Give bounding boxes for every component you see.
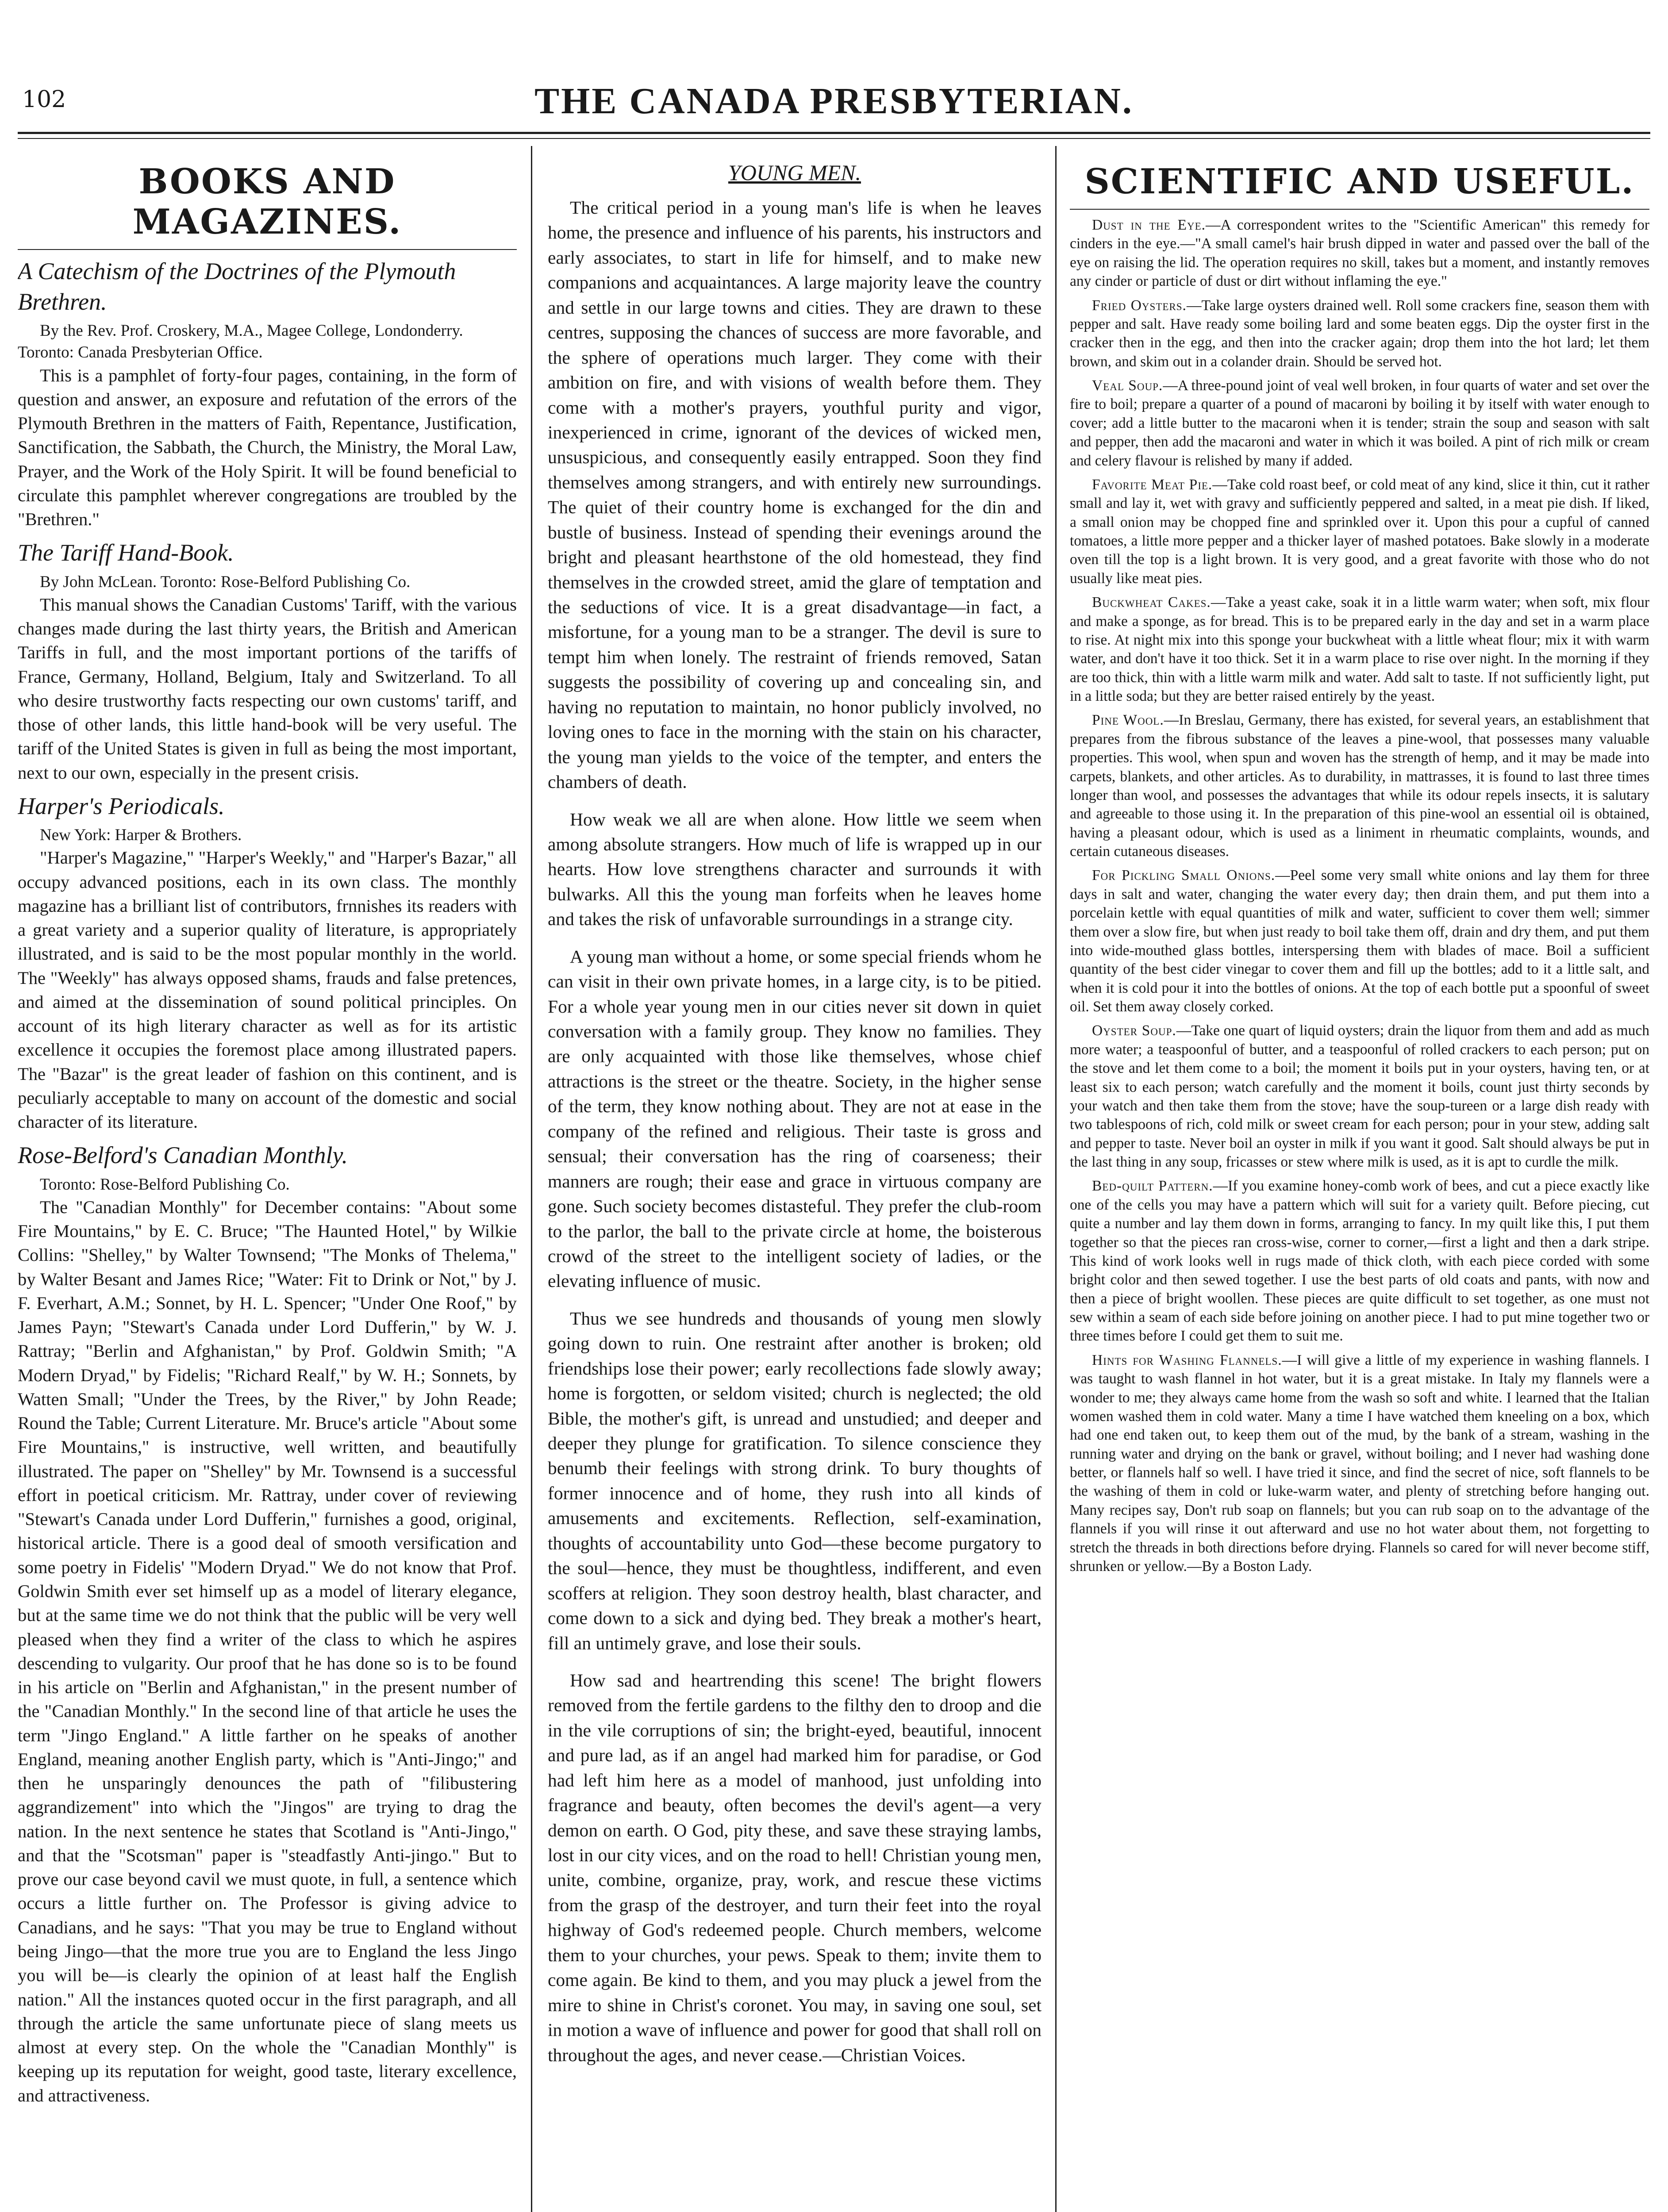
recipe-text: —Peel some very small white onions and lay them for three days in salt and water, changing the water every day; then drain them, and put them into a porcelain kettle with equal quantities of milk and water, sufficient to cover them well; simmer them over a slow fire, but when just ready to boil take them off, drain and dry them, and put them into wide-mouthed glass bottles, interspersing them with blades of mace. Boil a sufficient quantity of the best cider vinegar to cover them and fill up the bottles; add to it a little salt, and when it is cold pour it into the bottles of onions. At the top of each bottle put a spoonful of sweet oil. Set them away closely corked. — [1070, 867, 1649, 1015]
books-and-magazines-column — [18, 157, 517, 2212]
recipe-item — [1070, 1351, 1649, 1576]
recipe-item — [1070, 476, 1649, 588]
recipe-text: —A three-pound joint of veal well broken, in four quarts of water and set over the fire to boil; prepare a quarter of a pound of macaroni by boiling it by itself with water enough to cover; add a little butter to the macaroni when it is tender; strain the soup and season with salt and pepper, then add the macaroni and water in which it was boiled. A pint of rich milk or cream and celery flavour is relished by many if added. — [1070, 377, 1649, 469]
section-rule — [18, 249, 517, 250]
recipe-heading: Pine Wool. — [1092, 712, 1164, 729]
article-paragraph: How sad and heartrending this scene! The bright flowers removed from the fertile gardens to the filthy den to droop and die in the vile corruptions of sin; the bright-eyed, beautiful, innocent and pure lad, as if an angel had marked him for paradise, or God had left him here as a model of manhood, just unfolding into fragrance and beauty, often becomes the devil's agent—a very demon on earth. O God, pity these, and save these straying lambs, lost in our city vices, and on the road to hell! Christian young men, unite, combine, organize, pray, work, and rescue these victims from the grasp of the destroyer, and turn their feet into the royal highway of God's redeemed people. Church members, welcome them to your churches, your pews. Speak to them; invite them to come again. Be kind to them, and you may pluck a jewel from the mire to shine in Christ's coronet. You may, in saving one soul, set in motion a wave of influence and power for good that shall roll on throughout the ages, and never cease.—Christian Voices. — [548, 1670, 1042, 2065]
review-byline: Toronto: Rose-Belford Publishing Co. — [40, 1175, 290, 1194]
recipe-heading: Dust in the Eye. — [1092, 217, 1206, 233]
recipe-item — [1070, 216, 1649, 291]
review-text: The "Canadian Monthly" for December contains: "About some Fire Mountains," by E. C. Bruce; "The Haunted Hotel," by Wilkie Collins: "Shelley," by Walter Townsend; "The Monks of Thelema," by Walter Besant and James Rice; "Water: Fit to Drink or Not," by J. F. Everhart, A.M.; Sonnet, by H. L. Spencer; "Under One Roof," by James Payn; "Stewart's Canada under Lord Dufferin," by W. J. Rattray; "Berlin and Afghanistan," by Prof. Goldwin Smith; "A Modern Dryad," by Fidelis; "Richard Realf," by W. H.; Sonnets, by Watten Small; "Under the Trees, by the River," by John Reade; Round the Table; Current Literature. Mr. Bruce's article "About some Fire Mountains," is instructive, well written, and beautifully illustrated. The paper on "Shelley" by Mr. Townsend is a successful effort in poetical criticism. Mr. Rattray, under cover of reviewing "Stewart's Canada under Lord Dufferin," furnishes a good, original, historical article. There is a good deal of smooth versification and some poetry in Fidelis' "Modern Dryad." We do not know that Prof. Goldwin Smith ever set himself up as a model of literary elegance, but at the same time we do not think that the public will be very well pleased when they find a writer of the class to which he aspires descending to vulgarity. Our proof that he has done so is to be found in his article on "Berlin and Afghanistan," in the present number of the "Canadian Monthly." In the second line of that article he uses the term "Jingo England." A little farther on he speaks of another England, meaning another English party, which is "Anti-Jingo;" and then he unsparingly denounces the path of "filibustering aggrandizement" into which the "Jingos" are trying to drag the nation. In the next sentence he states that Scotland is "Anti-Jingo," and that the "Scotsman" paper is "steadfastly Anti-jingo." But to prove our case beyond cavil we must quote, in full, a sentence which occurs a little further on. The Professor is giving advice to Canadians, and he says: "That you may be true to England without being Jingo—that the more true you are to England the less Jingo you will be—is clearly the opinion of at least half the English nation." All the instances quoted occur in the first paragraph, and all through the article the same unfortunate piece of slang meets us almost at every step. On the whole the "Canadian Monthly" is keeping up its reputation for weight, good taste, literary excellence, and attractiveness. — [18, 1197, 517, 2105]
article-paragraph: The critical period in a young man's life is when he leaves home, the presence and influence of his parents, his instructors and early associates, to start in life for himself, and to make new companions and acquaintances. A large majority leave the country and settle in our large towns and cities. They are drawn to these centres, supposing the chances of success are more favorable, and the sphere of operations much larger. They come with their ambition on fire, and with visions of wealth before them. They come with a mother's prayers, youthful purity and vigor, inexperienced in crime, ignorant of the devices of wicked men, unsuspicious, and consequently easily entrapped. Soon they find themselves among strangers, and with entirely new surroundings. The quiet of their country home is exchanged for the din and bustle of business. Instead of spending their evenings around the bright and pleasant hearthstone of the old homestead, they find themselves in the crowded street, amid the glare of temptation and the seductions of vice. It is a great disadvantage—in fact, a misfortune, for a young man to be a stranger. The devil is sure to tempt him when lonely. The restraint of friends removed, Satan suggests the possibility of covering up and concealing sin, and having no reputation to maintain, no honor publicly involved, no loving ones to face in the morning with the stain on his character, the young man yields to the voice of the tempter, and enters the chambers of death. — [548, 197, 1042, 792]
recipe-item — [1070, 593, 1649, 706]
recipe-item — [1070, 866, 1649, 1016]
section-rule — [1070, 209, 1649, 210]
section-heading: BOOKS AND MAGAZINES. — [132, 161, 402, 242]
recipe-text: —Take large oysters drained well. Roll some crackers fine, season them with pepper and salt. Have ready some boiling lard and some beaten eggs. Dip the oyster first in the cracker then in the egg, and then into the cracker again; drop them into the hot lard; let them brown, and skim out in a colander drain. Should be served hot. — [1070, 297, 1649, 370]
masthead-rule-thin — [18, 138, 1650, 139]
recipe-item — [1070, 296, 1649, 372]
review-text: "Harper's Magazine," "Harper's Weekly," and "Harper's Bazar," all occupy advanced positions, each in its own class. The monthly magazine has a brilliant list of contributors, frnnishes its readers with a great variety and a superior quality of literature, is appropriately illustrated, and is said to be the most popular monthly in the world. The "Weekly" has always opposed shams, frauds and false pretences, and aimed at the dissemination of sound political principles. On account of its high literary character as well as for its artistic excellence it occupies the foremost place among illustrated papers. The "Bazar" is the great leader of fashion on this continent, and is peculiarly acceptable to many on account of the domestic and social character of its literature. — [18, 848, 517, 1132]
page-number: 102 — [22, 86, 66, 113]
review-byline: By John McLean. Toronto: Rose-Belford Publishing Co. — [40, 572, 411, 591]
recipe-heading: Bed-quilt Pattern. — [1092, 1178, 1213, 1194]
article-paragraph: Thus we see hundreds and thousands of young men slowly going down to ruin. One restraint after another is broken; old friendships lose their power; early recollections fade slowly away; home is forgotten, or seldom visited; church is neglected; the old Bible, the mother's gift, is unread and unstudied; and deeper and deeper they plunge for gratification. To silence conscience they benumb their feelings with strong drink. To bury thoughts of former innocence and of home, they rush into all kinds of amusements and excitements. Reflection, self-examination, thoughts of accountability unto God—these become purgatory to the soul—hence, they must be thoughtless, indifferent, and even scoffers at religion. They soon destroy health, blast character, and come down to a sick and dying bed. They break a mother's heart, fill an untimely grave, and lose their souls. — [548, 1308, 1042, 1653]
review-text: This manual shows the Canadian Customs' Tariff, with the various changes made during the last thirty years, the British and American Tariffs in full, and the most important portions of the tariffs of France, Germany, Holland, Belgium, Italy and Switzerland. To all who desire trustworthy facts respecting our own customs' tariff, and those of other lands, this little hand-book will be very useful. The tariff of the United States is given in full as being the most important, next to our own, especially in the present crisis. — [18, 594, 517, 783]
recipe-text: —If you examine honey-comb work of bees, and cut a piece exactly like one of the cells you may have a pattern which will suit for a variety quilt. Before piecing, cut quite a number and lay them down in forms, arranging to fancy. In my quilt like this, I put them together so that the pieces ran cross-wise, corner to corner,—first a light and then a dark stripe. This kind of work looks well in rugs made of thick cloth, with each piece corded with some bright color and then sewed together. I use the best parts of old coats and pants, with now and then a piece of bright woollen. These pieces are quite difficult to set together, as one must not sew within a seam of each side before joining on another piece. I had to put mine together two or three times before I could get them to suit me. — [1070, 1178, 1649, 1344]
recipe-item — [1070, 711, 1649, 861]
recipe-heading: Fried Oysters. — [1092, 297, 1187, 314]
review-text: This is a pamphlet of forty-four pages, containing, in the form of question and answer, an exposure and refutation of the errors of the Plymouth Brethren in the matters of Faith, Repentance, Justification, Sanctification, the Sabbath, the Church, the Ministry, the Moral Law, Prayer, and the Work of the Holy Spirit. It will be found beneficial to circulate this pamphlet wherever congregations are troubled by the "Brethren." — [18, 365, 517, 530]
review-title: A Catechism of the Doctrines of the Plymouth Brethren. — [18, 258, 456, 315]
article-title: YOUNG MEN. — [728, 160, 861, 185]
young-men-column — [548, 157, 1042, 2212]
article-paragraph: A young man without a home, or some special friends whom he can visit in their own private homes, in a large city, is to be pitied. For a whole year young men in our cities never sit down in quiet conversation with a family group. They know no families. They are only acquainted with those like themselves, whose chief attractions is the street or the theatre. Society, in the higher sense of the term, they know nothing about. They are not at ease in the company of the refined and religious. Their taste is gross and sensual; their conversation has the ring of coarseness; their manners are rough; their ease and grace in virtuous company are gone. Such society becomes distasteful. They prefer the club-room to the parlor, the ball to the private circle at home, the boisterous crowd of the street to the intelligent society of ladies, or the elevating influence of music. — [548, 946, 1042, 1291]
review-byline: By the Rev. Prof. Croskery, M.A., Magee College, Londonderry. Toronto: Canada Presbyterian Office. — [18, 322, 463, 362]
section-heading: SCIENTIFIC AND USEFUL. — [1084, 161, 1635, 202]
review-title: The Tariff Hand-Book. — [18, 539, 234, 566]
review-title: Harper's Periodicals. — [18, 792, 225, 819]
review-byline: New York: Harper & Brothers. — [40, 826, 242, 845]
review-title: Rose-Belford's Canadian Monthly. — [18, 1142, 348, 1169]
article-paragraph: How weak we all are when alone. How little we seem when among absolute strangers. How much of life is wrapped up in our hearts. How love strengthens character and surrounds it with bulwarks. All this the young man forfeits when he leaves home and takes the risk of unfavorable surroundings in a strange city. — [548, 809, 1042, 929]
column-divider — [1055, 146, 1057, 2212]
recipe-heading: Buckwheat Cakes. — [1092, 594, 1211, 611]
recipe-text: —In Breslau, Germany, there has existed, for several years, an establishment that prepares from the fibrous substance of the leaves a pine-wool, that possesses many valuable properties. This wool, when spun and woven has the strength of hemp, and it may be made into carpets, blankets, and other articles. As to durability, in mattrasses, it is found to last three times longer than wool, and possesses the advantages that while its odour repels insects, it is salutary and agreeable to those using it. In the preparation of this pine-wool an essential oil is obtained, having a pleasant odour, which is used as a liniment in rheumatic complaints, wounds, and certain cutaneous diseases. — [1070, 712, 1649, 860]
recipe-heading: Oyster Soup. — [1092, 1022, 1176, 1039]
recipe-item — [1070, 376, 1649, 470]
recipe-heading: For Pickling Small Onions. — [1092, 867, 1276, 884]
masthead-rule-thick — [18, 132, 1650, 134]
recipe-heading: Hints for Washing Flannels. — [1092, 1352, 1282, 1368]
recipe-text: —Take a yeast cake, soak it in a little warm water; when soft, mix flour and make a sponge, as for bread. This is to be prepared early in the day and set in a warm place to rise. At night mix into this sponge your buckwheat with a little wheat flour; mix it with warm water, and don't have it too thick. Set it in a warm place to rise over night. In the morning if they are too thick, thin with a little warm milk and water. Add salt to taste. If not sufficiently light, put in a little soda; but they are better raised entirely by the yeast. — [1070, 594, 1649, 704]
column-divider — [531, 146, 532, 2212]
recipe-heading: Veal Soup. — [1092, 377, 1163, 394]
recipe-text: —I will give a little of my experience in washing flannels. I was taught to wash flannel in hot water, but it is a great mistake. In Italy my flannels were a wonder to me; they always came home from the wash so soft and white. I learned that the Italian women washed them in cold water. Many a time I have watched them kneeling on a box, which had one end taken out, to keep them out of the mud, by the bank of a stream, washing in the running water and drying on the bank or gravel, without boiling; and I never had washing done better, or flannels half so well. I have tried it since, and find the secret of nice, soft flannels to be the washing of them in cold or luke-warm water, and plenty of stretching before hanging out. Many recipes say, Don't rub soap on flannels; but you can rub soap on to the advantage of the flannels if you will rinse it out afterward and use no hot water about them, not forgetting to stretch the threads in both directions before drying. Flannels so cared for will never become stiff, shrunken or yellow.—By a Boston Lady. — [1070, 1352, 1649, 1575]
recipe-list — [1070, 216, 1649, 1576]
scientific-and-useful-column — [1070, 157, 1649, 2212]
recipe-text: —Take one quart of liquid oysters; drain the liquor from them and add as much more water; a teaspoonful of butter, and a teaspoonful of rolled crackers to each person; put on the stove and let them come to a boil; the moment it boils put in your oysters, having ten, or at least six to each person; watch carefully and the moment it boils, count just thirty seconds by your watch and then take them from the stove; have the soup-tureen or a large dish ready with two tablespoons of rich, cold milk or sweet cream for each person; pour in your stew, adding salt and pepper to taste. Never boil an oyster in milk if you want it good. Salt should always be put in the last thing in any soup, fricasses or stew where milk is used, as it is apt to curdle the milk. — [1070, 1022, 1649, 1170]
masthead: THE CANADA PRESBYTERIAN. — [534, 81, 1134, 122]
recipe-text: —A correspondent writes to the "Scientific American" this remedy for cinders in the eye.—"A small camel's hair brush dipped in water and passed over the ball of the eye on raising the lid. The operation requires no skill, takes but a moment, and instantly removes any cinder or particle of dust or dirt without inflaming the eye." — [1070, 217, 1649, 290]
article-body — [548, 195, 1042, 2067]
recipe-text: —Take cold roast beef, or cold meat of any kind, slice it thin, cut it rather small and lay it, wet with gravy and sufficiently peppered and salted, in a meat pie dish. If liked, a small onion may be chopped fine and sprinkled over it. Upon this pour a cupful of canned tomatoes, a little more pepper and a thicker layer of mashed potatoes. Bake slowly in a moderate oven till the top is a light brown. It is very good, and a great favorite with those who do not usually like meat pies. — [1070, 476, 1649, 587]
review-list — [18, 256, 517, 2108]
recipe-item — [1070, 1177, 1649, 1345]
recipe-item — [1070, 1022, 1649, 1171]
recipe-heading: Favorite Meat Pie. — [1092, 476, 1213, 493]
